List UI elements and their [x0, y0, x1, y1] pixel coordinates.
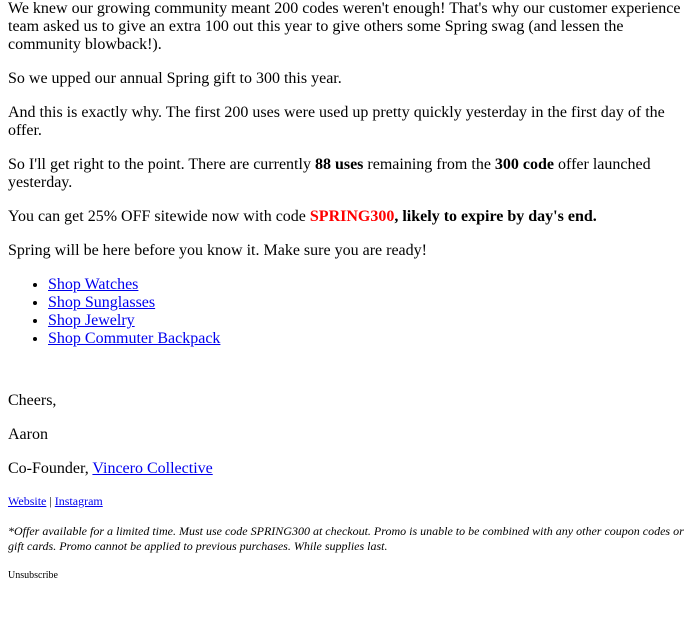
- reason-paragraph: And this is exactly why. The first 200 uses were used up pretty quickly yesterday in the first day of the offer.: [8, 104, 665, 139]
- sender-title: [8, 460, 692, 478]
- promo-text-pre: You can get 25% OFF sitewide now with code: [8, 208, 310, 225]
- instagram-link[interactable]: Instagram: [54, 494, 103, 508]
- website-link[interactable]: Website: [8, 494, 47, 508]
- remaining-text-post: offer launched yesterday.: [8, 156, 651, 191]
- title-prefix: Co-Founder,: [8, 460, 93, 477]
- shop-backpack-link[interactable]: Shop Commuter Backpack: [48, 330, 221, 347]
- sender-name: Aaron: [8, 426, 48, 443]
- shop-sunglasses-link[interactable]: Shop Sunglasses: [48, 294, 156, 311]
- spacer: [8, 348, 692, 392]
- remaining-text-mid: remaining from the: [363, 156, 495, 173]
- disclaimer: *Offer available for a limited time. Must use code SPRING300 at checkout. Promo is unable to be combined with any other coupon codes or gift cards. Promo cannot be applied to previous purchases. While supplies last.: [8, 524, 684, 553]
- remaining-text-pre: So I'll get right to the point. There are currently: [8, 156, 315, 173]
- ready-paragraph: Spring will be here before you know it. Make sure you are ready!: [8, 242, 427, 259]
- signoff: Cheers,: [8, 392, 57, 409]
- list-item: [48, 330, 692, 348]
- promo-code: SPRING300: [309, 208, 395, 225]
- shop-links-list: [8, 276, 692, 348]
- promo-paragraph: [8, 208, 692, 226]
- company-link[interactable]: Vincero Collective: [92, 460, 213, 477]
- list-item: [48, 294, 692, 312]
- remaining-uses-paragraph: [8, 156, 692, 192]
- shop-watches-link[interactable]: Shop Watches: [48, 276, 139, 293]
- promo-text-post: , likely to expire by day's end.: [394, 208, 597, 225]
- shop-jewelry-link[interactable]: Shop Jewelry: [48, 312, 135, 329]
- intro-paragraph: We knew our growing community meant 200 codes weren't enough! That's why our customer experience team asked us to give an extra 100 out this year to give others some Spring swag (and lessen the community blowback!).: [8, 0, 681, 53]
- footer-separator: |: [46, 494, 55, 508]
- gift-paragraph: So we upped our annual Spring gift to 300 this year.: [8, 70, 342, 87]
- list-item: [48, 312, 692, 330]
- code-offer: 300 code: [494, 156, 555, 173]
- uses-count: 88 uses: [314, 156, 364, 173]
- unsubscribe-text[interactable]: Unsubscribe: [8, 570, 58, 581]
- list-item: [48, 276, 692, 294]
- footer-links: [8, 494, 692, 508]
